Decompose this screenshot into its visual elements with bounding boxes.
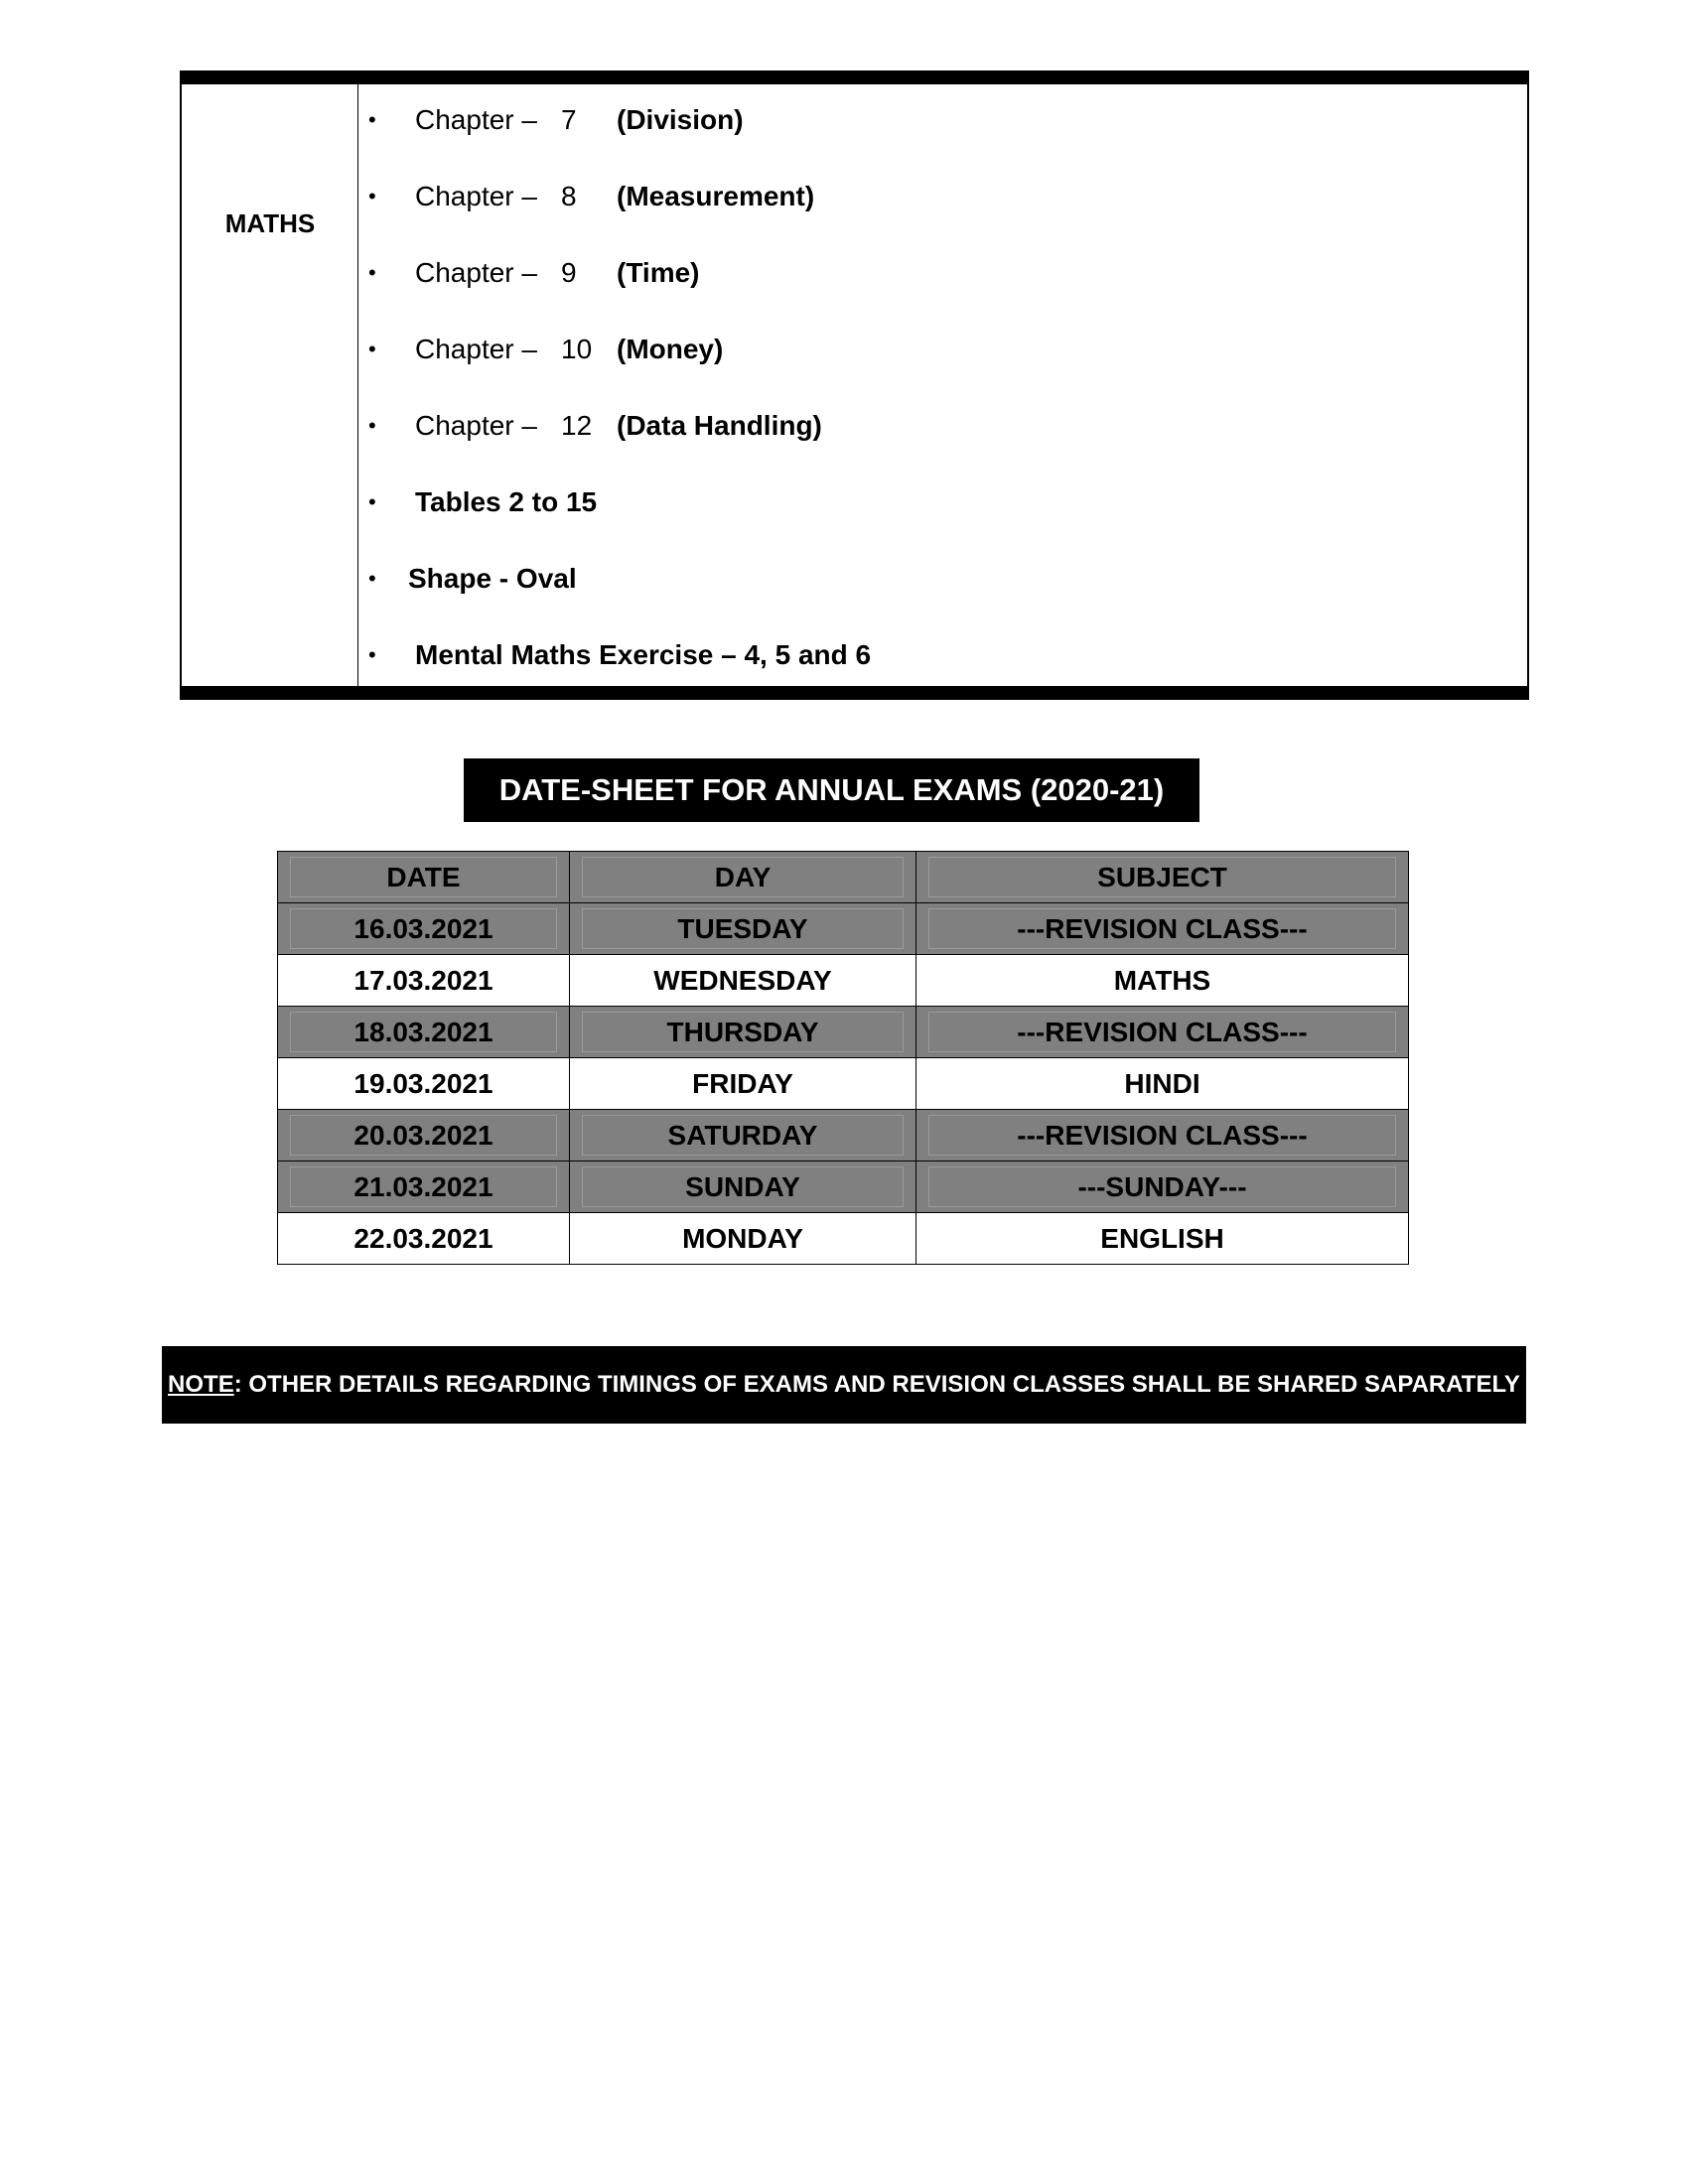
note-bar (162, 1346, 1526, 1424)
table-row (278, 1161, 1409, 1213)
date-sheet-title: DATE-SHEET FOR ANNUAL EXAMS (2020-21) (464, 758, 1199, 822)
chapter-word: Chapter – (415, 257, 537, 288)
chapter-number: 9 (561, 257, 577, 288)
note-text: : OTHER DETAILS REGARDING TIMINGS OF EXAMS AND REVISION CLASSES SHALL BE SHARED SAPARATELY (233, 1371, 1520, 1398)
table-row (278, 955, 1409, 1007)
date-cell: 20.03.2021 (278, 1110, 570, 1161)
column-header-subject: SUBJECT (916, 852, 1409, 903)
chapter-word: Chapter – (415, 334, 537, 364)
subject-cell: ---SUNDAY--- (916, 1161, 1409, 1213)
table-row (278, 1110, 1409, 1161)
table-row (278, 1058, 1409, 1110)
chapter-title: (Money) (617, 334, 724, 364)
day-cell: THURSDAY (570, 1007, 916, 1058)
chapter-word: Chapter – (415, 410, 537, 441)
date-cell: 17.03.2021 (278, 955, 570, 1007)
subject-cell: MATHS (916, 955, 1409, 1007)
bullet-icon: • (368, 260, 376, 285)
chapter-title: (Data Handling) (617, 410, 822, 441)
table-row (278, 903, 1409, 955)
date-sheet-table (277, 851, 1409, 1265)
bullet-icon: • (368, 184, 376, 208)
topic-text: Shape - Oval (408, 563, 577, 594)
chapter-title: (Time) (617, 257, 700, 288)
subject-cell (182, 84, 358, 686)
subject-label: MATHS (224, 208, 316, 238)
chapter-word: Chapter – (415, 181, 537, 211)
date-cell: 18.03.2021 (278, 1007, 570, 1058)
syllabus-table (180, 70, 1529, 700)
chapter-number: 7 (561, 104, 577, 135)
bullet-icon: • (368, 413, 376, 438)
date-cell: 21.03.2021 (278, 1161, 570, 1213)
table-row (278, 1007, 1409, 1058)
subject-cell: HINDI (916, 1058, 1409, 1110)
bullet-icon: • (368, 107, 376, 132)
bullet-icon: • (368, 566, 376, 591)
day-cell: SUNDAY (570, 1161, 916, 1213)
note-label: NOTE (168, 1371, 234, 1398)
topic-text: Mental Maths Exercise – 4, 5 and 6 (415, 639, 872, 670)
topic-text: Tables 2 to 15 (415, 486, 598, 517)
subject-cell: ---REVISION CLASS--- (916, 1110, 1409, 1161)
day-cell: SATURDAY (570, 1110, 916, 1161)
day-cell: WEDNESDAY (570, 955, 916, 1007)
subject-cell: ---REVISION CLASS--- (916, 903, 1409, 955)
day-cell: MONDAY (570, 1213, 916, 1265)
chapter-title: (Division) (617, 104, 744, 135)
day-cell: FRIDAY (570, 1058, 916, 1110)
chapter-word: Chapter – (415, 104, 537, 135)
bullet-icon: • (368, 489, 376, 514)
day-cell: TUESDAY (570, 903, 916, 955)
subject-cell: ---REVISION CLASS--- (916, 1007, 1409, 1058)
table-row (278, 1213, 1409, 1265)
date-cell: 22.03.2021 (278, 1213, 570, 1265)
subject-cell: ENGLISH (916, 1213, 1409, 1265)
column-header-date: DATE (278, 852, 570, 903)
table-header-row (278, 852, 1409, 903)
chapter-number: 12 (561, 410, 593, 441)
bullet-icon: • (368, 337, 376, 361)
chapter-number: 10 (561, 334, 593, 364)
chapter-number: 8 (561, 181, 577, 211)
date-cell: 19.03.2021 (278, 1058, 570, 1110)
bullet-icon: • (368, 642, 376, 667)
date-cell: 16.03.2021 (278, 903, 570, 955)
chapter-title: (Measurement) (617, 181, 815, 211)
column-header-day: DAY (570, 852, 916, 903)
